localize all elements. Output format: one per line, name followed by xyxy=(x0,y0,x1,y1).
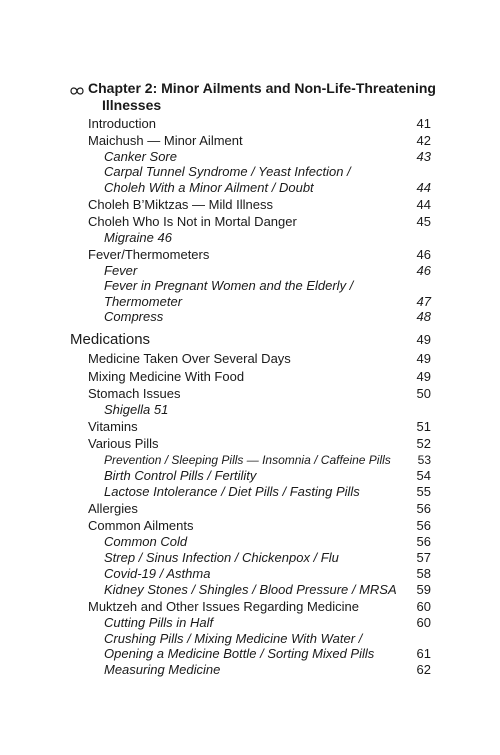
ornament-icon xyxy=(69,85,85,97)
table-of-contents: Chapter 2: Minor Ailments and Non-Life-Threatening Illnesses Introduction 41 Maichush — Minor Ailment 42 Canker Sore 43 Carpal Tunnel Syndrome / Yeast Infection / Choleh With a Minor Ailment / Doubt 44 Choleh B’Miktzas — Mild Illness 44 Choleh Who Is Not in Mortal Danger 45 Migraine 46 Fever/Thermometers 46 Fever 46 Fever in Pregnant Women and the Elderly / Thermometer 47 Compress 48 Medications 49 Medicine Taken Over Several Days 49 Mixing Medicine With Food 49 Stomach Issues 50 Shigella 51 Vitamins 51 Various Pills 52 Prevention / Sleeping Pills — Insomnia / Caffeine Pills 53 Birth Control Pills / Fertility 54 Lactose Intolerance / Diet Pills / Fasting Pills 55 Allergies 56 Common Ailments 56 Common Cold 56 Strep / Sinus Infection / Chickenpox / Flu 57 Covid-19 / Asthma 58 Kidney Stones / Shingles / Blood Pressure / MRSA 59 Muktzeh and Other Issues Regarding Medicine 60 Cutting Pills in Half 60 Crushing Pills / Mixing Medicine With Water / Opening a Medicine Bottle / Sorting Mixed Pills 61 Measuring Medicine 62 xyxy=(70,80,436,677)
